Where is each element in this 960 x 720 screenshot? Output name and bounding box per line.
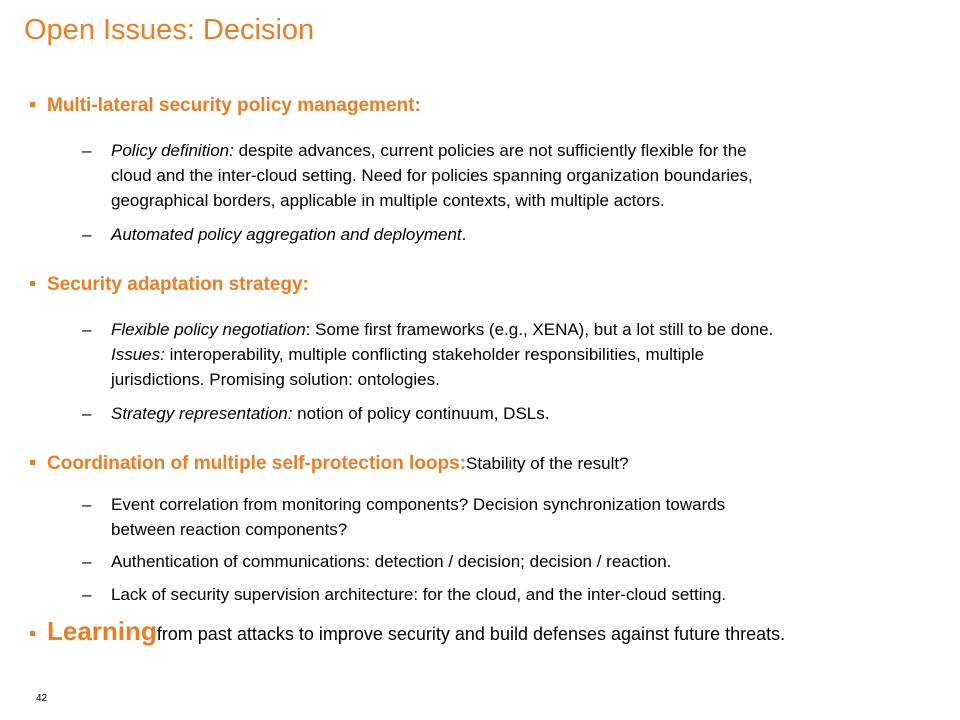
sub-item-policy-negotiation — [82, 317, 952, 392]
dash-marker: – — [82, 141, 92, 160]
bullet-heading: Multi-lateral security policy management: — [47, 95, 421, 116]
bullet-coordination-loops — [30, 453, 629, 475]
sub-item-lead: Flexible policy negotiation — [111, 320, 306, 339]
sub-item-lead: Policy definition: — [111, 141, 234, 160]
square-bullet-icon — [30, 102, 35, 107]
sub-item-text: Event correlation from monitoring components? Decision synchronization towards — [111, 495, 726, 514]
sub-item-text: geographical borders, applicable in multiple contexts, with multiple actors. — [111, 191, 665, 210]
sub-item-text: : Some first frameworks (e.g., XENA), but a lot still to be done. — [305, 320, 774, 339]
sub-item-lead: Strategy representation: — [111, 404, 293, 423]
sub-item-lead: Automated policy aggregation and deployment — [111, 225, 462, 244]
bullet-security-adaptation — [30, 274, 309, 296]
sub-item-policy-definition — [82, 138, 952, 213]
sub-item-text: between reaction components? — [111, 520, 348, 539]
dash-marker: – — [82, 495, 92, 514]
sub-item-authentication — [82, 549, 952, 574]
sub-item-automated-policy — [82, 222, 952, 247]
sub-item-text: . — [461, 225, 467, 244]
sub-item-text: despite advances, current policies are not sufficiently flexible for the — [233, 141, 747, 160]
sub-item-text: Lack of security supervision architecture: for the cloud, and the inter-cloud setting. — [111, 585, 727, 604]
bullet-tail-text: from past attacks to improve security and build defenses against future threats. — [156, 624, 786, 644]
dash-marker: – — [82, 404, 92, 423]
square-bullet-icon — [30, 631, 35, 636]
dash-marker: – — [82, 552, 92, 571]
sub-item-event-correlation — [82, 492, 952, 542]
dash-marker: – — [82, 320, 92, 339]
sub-item-text: Authentication of communications: detection / decision; decision / reaction. — [111, 552, 672, 571]
sub-item-text: notion of policy continuum, DSLs. — [292, 404, 550, 423]
square-bullet-icon — [30, 281, 35, 286]
sub-item-text: interoperability, multiple conflicting stakeholder responsibilities, multiple — [164, 345, 705, 364]
bullet-heading: Learning — [47, 616, 157, 646]
sub-item-text: cloud and the inter-cloud setting. Need for policies spanning organization boundaries, — [111, 166, 753, 185]
bullet-tail-text: Stability of the result? — [466, 454, 629, 473]
bullet-heading: Coordination of multiple self-protection loops: — [47, 453, 467, 474]
bullet-heading: Security adaptation strategy: — [47, 274, 309, 295]
bullet-multilateral-policy — [30, 95, 421, 117]
square-bullet-icon — [30, 460, 35, 465]
dash-marker: – — [82, 225, 92, 244]
dash-marker: – — [82, 585, 92, 604]
page-title: Open Issues: Decision — [24, 14, 315, 46]
sub-item-strategy-representation — [82, 401, 952, 426]
bullet-learning — [30, 616, 785, 647]
sub-item-text: jurisdictions. Promising solution: ontologies. — [111, 370, 440, 389]
page-number: 42 — [36, 693, 48, 704]
sub-item-lead: Issues: — [111, 345, 165, 364]
sub-item-supervision — [82, 582, 952, 607]
